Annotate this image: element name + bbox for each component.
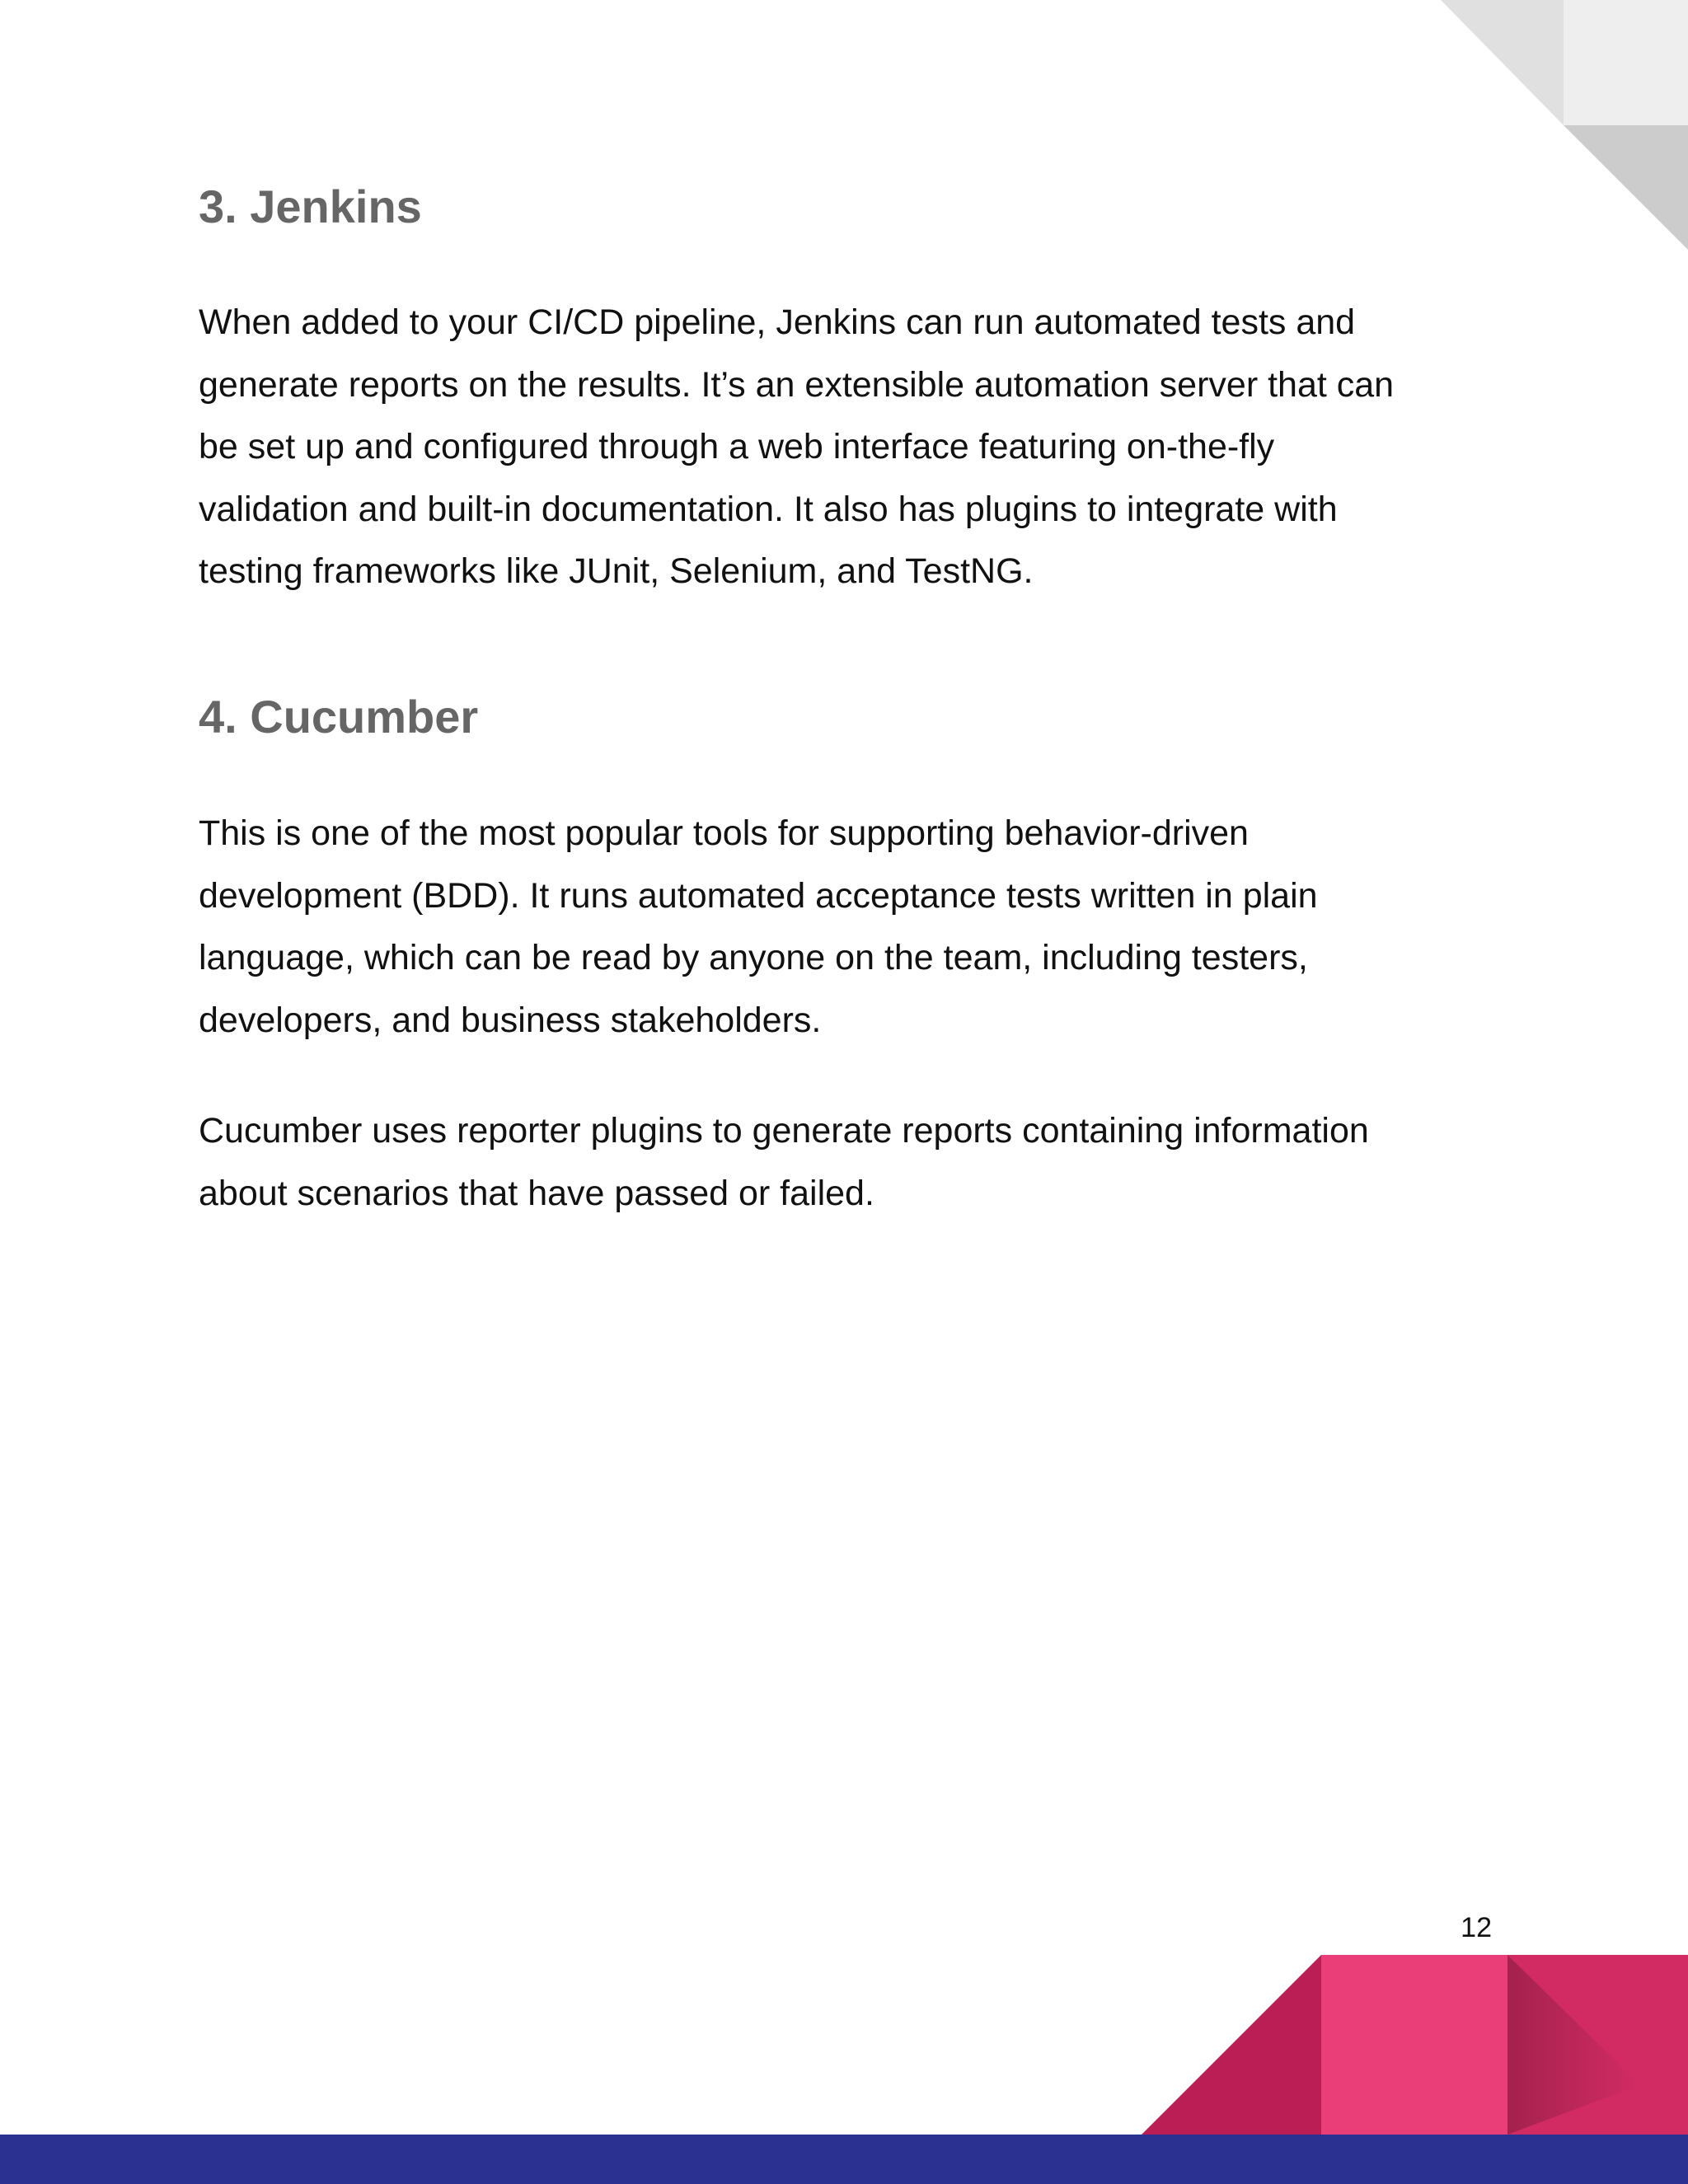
section-heading-jenkins: 3. Jenkins [199, 180, 422, 232]
paragraph-jenkins [199, 292, 1484, 603]
paragraph-line: generate reports on the results. It’s an extensible automation server that can [199, 364, 1395, 405]
ornament-magenta-square [1507, 1955, 1688, 2135]
paragraph-line: developers, and business stakeholders. [199, 1000, 822, 1040]
paragraph-line: validation and built-in documentation. It also has plugins to integrate with [199, 489, 1338, 529]
footer-band [0, 2135, 1688, 2184]
top-right-corner-ornament [1441, 0, 1688, 250]
ornament-dark-triangle [1142, 1955, 1321, 2135]
ornament-pink-square [1321, 1955, 1507, 2135]
paragraph-line: This is one of the most popular tools for supporting behavior-driven [199, 813, 1249, 853]
paragraph-line: language, which can be read by anyone on the team, including testers, [199, 938, 1308, 977]
paragraph-line: development (BDD). It runs automated acceptance tests written in plain [199, 875, 1318, 916]
corner-mid-triangle [1441, 0, 1564, 125]
corner-light-square [1564, 0, 1688, 125]
section-heading-cucumber: 4. Cucumber [199, 691, 479, 743]
paragraph-cucumber-intro [199, 803, 1484, 1052]
bottom-right-ornament [1142, 1955, 1688, 2135]
ornament-fold-shadow [1507, 1955, 1640, 2135]
paragraph-line: about scenarios that have passed or failed. [199, 1173, 874, 1213]
corner-dark-triangle [1564, 125, 1688, 250]
paragraph-line: be set up and configured through a web interface featuring on-the-fly [199, 427, 1275, 466]
paragraph-line: testing frameworks like JUnit, Selenium, and TestNG. [199, 551, 1034, 591]
paragraph-line: When added to your CI/CD pipeline, Jenkins can run automated tests and [199, 302, 1356, 342]
page-number: 12 [1461, 1912, 1492, 1943]
paragraph-cucumber-reports [199, 1100, 1484, 1225]
paragraph-line: Cucumber uses reporter plugins to generate reports containing information [199, 1111, 1369, 1151]
